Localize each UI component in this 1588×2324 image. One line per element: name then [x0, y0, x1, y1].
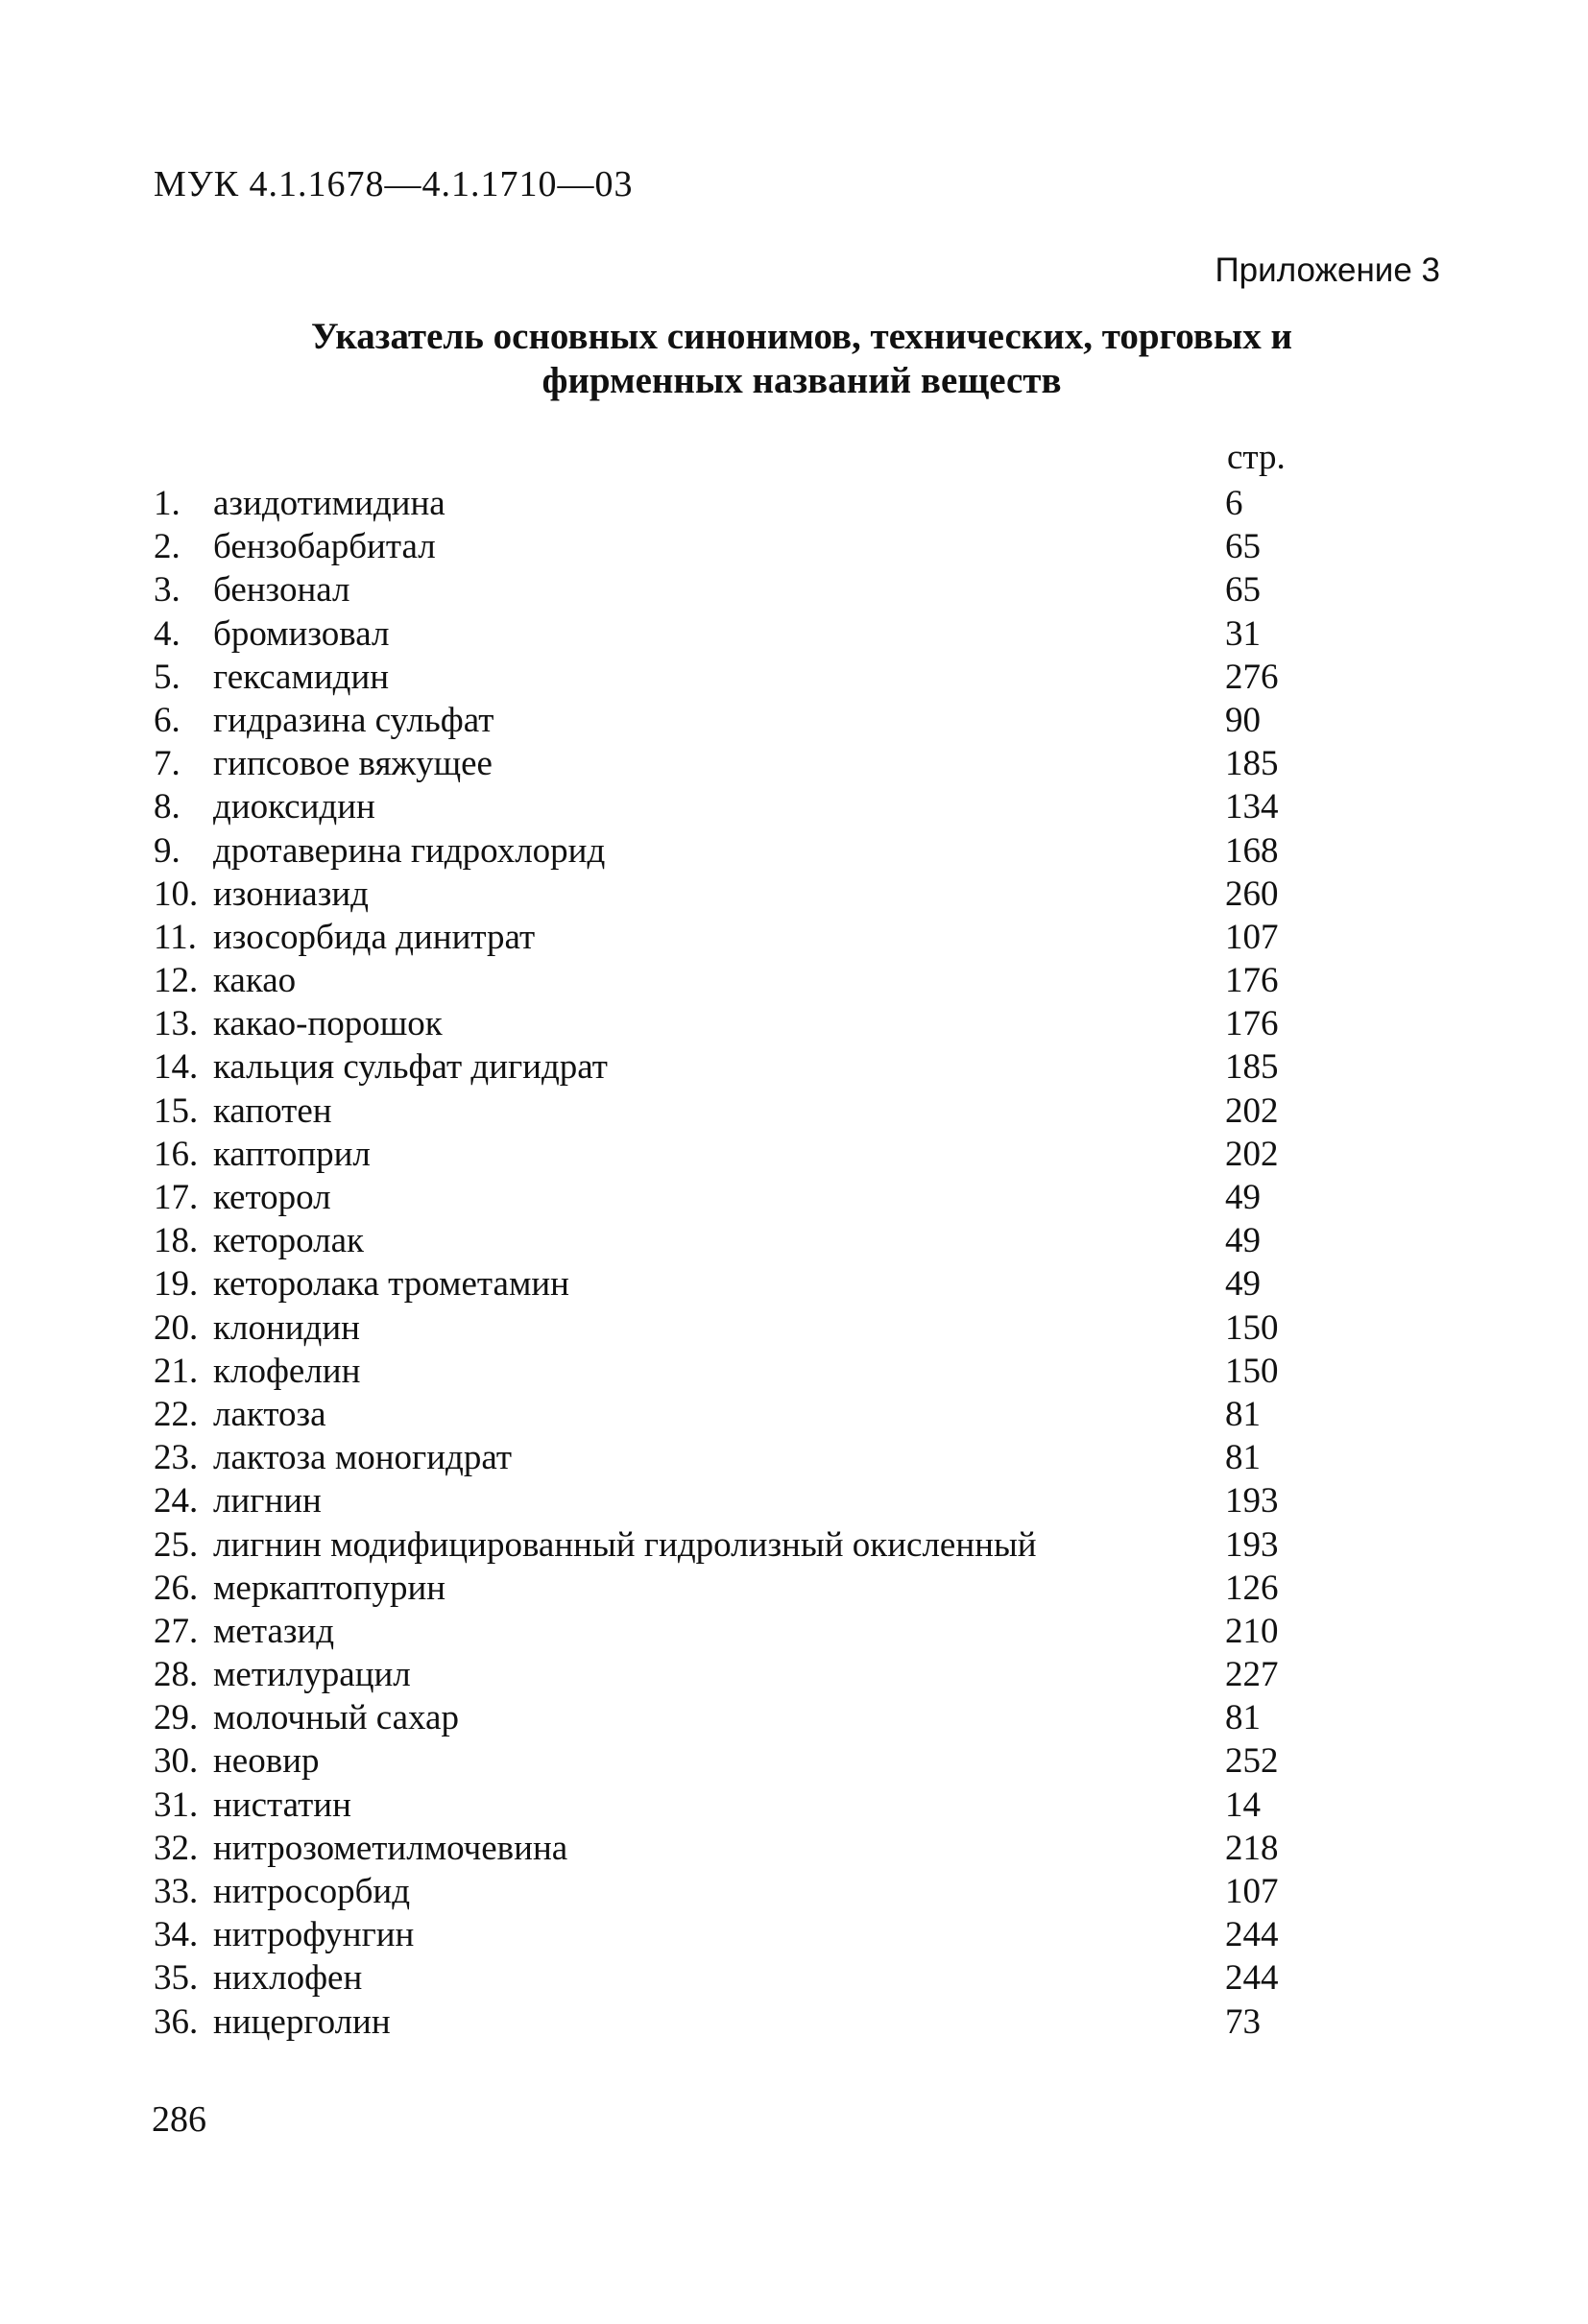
- entry-page: 107: [1225, 1872, 1279, 1911]
- index-entry: [154, 1176, 1306, 1219]
- entry-number: 12.: [154, 961, 199, 1001]
- index-entry: [154, 1827, 1306, 1870]
- entry-page: 49: [1225, 1264, 1261, 1305]
- entry-name: изониазид: [213, 874, 369, 914]
- entry-number: 29.: [154, 1698, 199, 1738]
- index-entry: [154, 1133, 1306, 1176]
- entry-number: 35.: [154, 1958, 199, 1999]
- entry-page: 227: [1225, 1655, 1279, 1695]
- entry-name: клофелин: [213, 1351, 361, 1391]
- index-entry: [154, 1956, 1306, 2000]
- entry-page: 185: [1225, 1047, 1279, 1088]
- entry-page: 14: [1225, 1785, 1261, 1825]
- entry-number: 26.: [154, 1568, 199, 1608]
- entry-page: 134: [1225, 787, 1279, 827]
- entry-number: 11.: [154, 917, 197, 957]
- entry-name: гидразина сульфат: [213, 700, 494, 740]
- entry-name: клонидин: [213, 1307, 360, 1348]
- entry-number: 4.: [154, 613, 180, 654]
- index-entry: [154, 742, 1306, 785]
- entry-name: какао: [213, 961, 297, 1001]
- entry-name: меркаптопурин: [213, 1568, 446, 1608]
- index-entry: [154, 1436, 1306, 1479]
- index-entry: [154, 1393, 1306, 1436]
- entry-number: 16.: [154, 1134, 199, 1174]
- entry-number: 17.: [154, 1178, 199, 1217]
- entry-number: 31.: [154, 1785, 199, 1825]
- page-number: 286: [152, 2099, 206, 2140]
- index-entry: [154, 656, 1306, 699]
- entry-page: 49: [1225, 1221, 1261, 1261]
- entry-number: 21.: [154, 1351, 199, 1391]
- entry-name: изосорбида динитрат: [213, 917, 536, 957]
- entry-page: 126: [1225, 1568, 1279, 1608]
- index-entry: [154, 1219, 1306, 1262]
- entry-name: азидотимидина: [213, 484, 445, 523]
- entry-number: 18.: [154, 1221, 199, 1261]
- entry-name: дротаверина гидрохлорид: [213, 830, 606, 871]
- entry-number: 28.: [154, 1655, 199, 1695]
- entry-name: капотен: [213, 1090, 332, 1131]
- entry-page: 193: [1225, 1481, 1279, 1521]
- entry-number: 9.: [154, 830, 180, 871]
- entry-page: 6: [1225, 484, 1243, 523]
- index-entry: [154, 1913, 1306, 1956]
- entry-name: лигнин: [213, 1481, 322, 1521]
- entry-number: 3.: [154, 570, 180, 611]
- entry-page: 73: [1225, 2001, 1261, 2042]
- index-entry: [154, 1262, 1306, 1306]
- index-entry: [154, 1479, 1306, 1522]
- entry-page: 176: [1225, 1004, 1279, 1044]
- title-line-2: фирменных названий веществ: [541, 360, 1062, 401]
- entry-name: гипсовое вяжущее: [213, 744, 493, 784]
- entry-name: метазид: [213, 1611, 335, 1651]
- document-code: МУК 4.1.1678—4.1.1710—03: [154, 164, 634, 204]
- index-entry: [154, 1090, 1306, 1133]
- index-entry: [154, 1002, 1306, 1045]
- index-entry: [154, 482, 1306, 525]
- entry-page: 276: [1225, 657, 1279, 697]
- entry-number: 10.: [154, 874, 199, 914]
- index-entry: [154, 1696, 1306, 1739]
- entry-page: 81: [1225, 1698, 1261, 1738]
- entry-number: 24.: [154, 1481, 199, 1521]
- entry-name: бромизовал: [213, 613, 390, 654]
- index-entry: [154, 612, 1306, 656]
- entry-page: 252: [1225, 1741, 1279, 1782]
- index-list: [154, 482, 1306, 2044]
- entry-number: 32.: [154, 1828, 199, 1868]
- entry-name: неовир: [213, 1741, 320, 1782]
- entry-number: 36.: [154, 2001, 199, 2042]
- entry-name: ницерголин: [213, 2001, 391, 2042]
- entry-name: бензонал: [213, 570, 350, 611]
- entry-number: 15.: [154, 1090, 199, 1131]
- entry-number: 8.: [154, 787, 180, 827]
- entry-number: 25.: [154, 1524, 199, 1565]
- entry-page: 81: [1225, 1394, 1261, 1434]
- index-entry: [154, 785, 1306, 828]
- index-entry: [154, 1784, 1306, 1827]
- entry-name: нистатин: [213, 1785, 351, 1825]
- entry-page: 202: [1225, 1090, 1279, 1131]
- entry-page: 150: [1225, 1307, 1279, 1348]
- entry-number: 22.: [154, 1394, 199, 1434]
- appendix-label: Приложение 3: [1215, 252, 1440, 289]
- entry-page: 90: [1225, 700, 1261, 740]
- index-entry: [154, 959, 1306, 1002]
- entry-page: 31: [1225, 613, 1261, 654]
- index-entry: [154, 829, 1306, 873]
- page-title: [154, 315, 1450, 403]
- entry-page: 107: [1225, 917, 1279, 957]
- index-entry: [154, 1739, 1306, 1783]
- entry-number: 1.: [154, 484, 180, 523]
- index-entry: [154, 873, 1306, 916]
- entry-number: 6.: [154, 700, 180, 740]
- entry-page: 176: [1225, 961, 1279, 1001]
- entry-name: нитрозометилмочевина: [213, 1828, 568, 1868]
- index-entry: [154, 1567, 1306, 1610]
- entry-page: 218: [1225, 1828, 1279, 1868]
- entry-page: 210: [1225, 1611, 1279, 1651]
- index-entry: [154, 1045, 1306, 1089]
- entry-number: 5.: [154, 657, 180, 697]
- entry-page: 65: [1225, 570, 1261, 611]
- index-entry: [154, 1350, 1306, 1393]
- title-line-1: Указатель основных синонимов, технических, торговых и: [310, 316, 1293, 357]
- entry-name: лигнин модифицированный гидролизный окисленный: [213, 1524, 1037, 1565]
- index-entry: [154, 1306, 1306, 1350]
- entry-number: 27.: [154, 1611, 199, 1651]
- entry-name: каптоприл: [213, 1134, 371, 1174]
- index-entry: [154, 1610, 1306, 1653]
- entry-name: гексамидин: [213, 657, 390, 697]
- entry-number: 19.: [154, 1264, 199, 1305]
- entry-page: 81: [1225, 1438, 1261, 1478]
- entry-name: диоксидин: [213, 787, 375, 827]
- entry-number: 20.: [154, 1307, 199, 1348]
- entry-name: нихлофен: [213, 1958, 363, 1999]
- entry-name: лактоза моногидрат: [213, 1438, 512, 1478]
- index-entry: [154, 1653, 1306, 1696]
- entry-name: бензобарбитал: [213, 527, 436, 567]
- entry-name: нитросорбид: [213, 1872, 411, 1911]
- entry-page: 260: [1225, 874, 1279, 914]
- entry-page: 49: [1225, 1178, 1261, 1217]
- index-entry: [154, 1870, 1306, 1913]
- entry-page: 185: [1225, 744, 1279, 784]
- entry-page: 244: [1225, 1958, 1279, 1999]
- index-entry: [154, 1523, 1306, 1567]
- entry-number: 13.: [154, 1004, 199, 1044]
- entry-number: 2.: [154, 527, 180, 567]
- entry-page: 150: [1225, 1351, 1279, 1391]
- entry-name: кальция сульфат дигидрат: [213, 1047, 608, 1088]
- entry-number: 7.: [154, 744, 180, 784]
- entry-number: 34.: [154, 1915, 199, 1955]
- index-entry: [154, 699, 1306, 742]
- entry-page: 193: [1225, 1524, 1279, 1565]
- index-entry: [154, 568, 1306, 611]
- entry-name: лактоза: [213, 1394, 326, 1434]
- entry-name: молочный сахар: [213, 1698, 459, 1738]
- entry-name: кеторолак: [213, 1221, 365, 1261]
- index-entry: [154, 525, 1306, 568]
- entry-number: 30.: [154, 1741, 199, 1782]
- entry-number: 33.: [154, 1872, 199, 1911]
- entry-name: кеторолака трометамин: [213, 1264, 569, 1305]
- page-column-label: стр.: [1227, 438, 1286, 477]
- entry-page: 65: [1225, 527, 1261, 567]
- entry-number: 14.: [154, 1047, 199, 1088]
- entry-page: 244: [1225, 1915, 1279, 1955]
- index-entry: [154, 916, 1306, 959]
- entry-name: метилурацил: [213, 1655, 411, 1695]
- entry-name: кеторол: [213, 1178, 331, 1217]
- entry-number: 23.: [154, 1438, 199, 1478]
- entry-name: нитрофунгин: [213, 1915, 415, 1955]
- index-entry: [154, 2001, 1306, 2044]
- entry-page: 202: [1225, 1134, 1279, 1174]
- entry-page: 168: [1225, 830, 1279, 871]
- entry-name: какао-порошок: [213, 1004, 443, 1044]
